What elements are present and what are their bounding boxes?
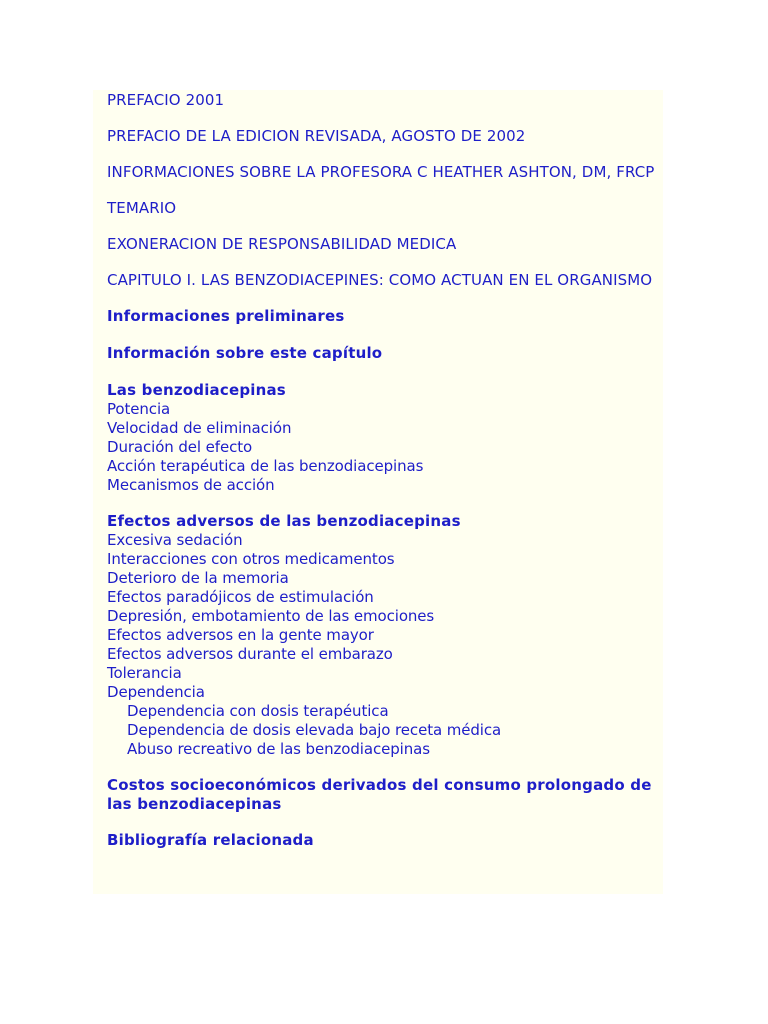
link-excesiva-sedacion[interactable]: Excesiva sedación [107,531,243,549]
link-mecanismos-accion[interactable]: Mecanismos de acción [107,476,275,494]
link-interacciones-medicamentos[interactable]: Interacciones con otros medicamentos [107,550,395,568]
table-of-contents [107,91,657,850]
link-costos-socioeconomicos[interactable]: Costos socioeconómicos derivados del consumo prolongado de las benzodiacepinas [107,776,652,813]
link-bibliografia[interactable]: Bibliografía relacionada [107,831,314,849]
link-duracion-efecto[interactable]: Duración del efecto [107,438,253,456]
link-informaciones-profesora[interactable]: INFORMACIONES SOBRE LA PROFESORA C HEATHER ASHTON, DM, FRCP [107,163,655,181]
link-dependencia[interactable]: Dependencia [107,683,205,701]
link-efectos-paradojicos[interactable]: Efectos paradójicos de estimulación [107,588,374,606]
link-capitulo-1[interactable]: CAPITULO I. LAS BENZODIACEPINES: COMO ACTUAN EN EL ORGANISMO [107,271,653,289]
link-prefacio-edicion-revisada[interactable]: PREFACIO DE LA EDICION REVISADA, AGOSTO DE 2002 [107,127,526,145]
link-embarazo[interactable]: Efectos adversos durante el embarazo [107,645,393,663]
link-exoneracion[interactable]: EXONERACION DE RESPONSABILIDAD MEDICA [107,235,457,253]
link-potencia[interactable]: Potencia [107,400,171,418]
link-tolerancia[interactable]: Tolerancia [107,664,182,682]
link-temario[interactable]: TEMARIO [107,199,177,217]
link-depresion[interactable]: Depresión, embotamiento de las emociones [107,607,435,625]
link-dependencia-dosis-elevada[interactable]: Dependencia de dosis elevada bajo receta médica [127,721,502,739]
link-gente-mayor[interactable]: Efectos adversos en la gente mayor [107,626,374,644]
link-efectos-adversos[interactable]: Efectos adversos de las benzodiacepinas [107,512,461,530]
link-abuso-recreativo[interactable]: Abuso recreativo de las benzodiacepinas [127,740,430,758]
link-informacion-capitulo[interactable]: Información sobre este capítulo [107,344,383,362]
link-accion-terapeutica[interactable]: Acción terapéutica de las benzodiacepinas [107,457,424,475]
link-las-benzodiacepinas[interactable]: Las benzodiacepinas [107,381,286,399]
link-informaciones-preliminares[interactable]: Informaciones preliminares [107,307,345,325]
link-velocidad-eliminacion[interactable]: Velocidad de eliminación [107,419,292,437]
link-prefacio-2001[interactable]: PREFACIO 2001 [107,91,225,109]
link-dependencia-dosis-terapeutica[interactable]: Dependencia con dosis terapéutica [127,702,389,720]
link-deterioro-memoria[interactable]: Deterioro de la memoria [107,569,289,587]
